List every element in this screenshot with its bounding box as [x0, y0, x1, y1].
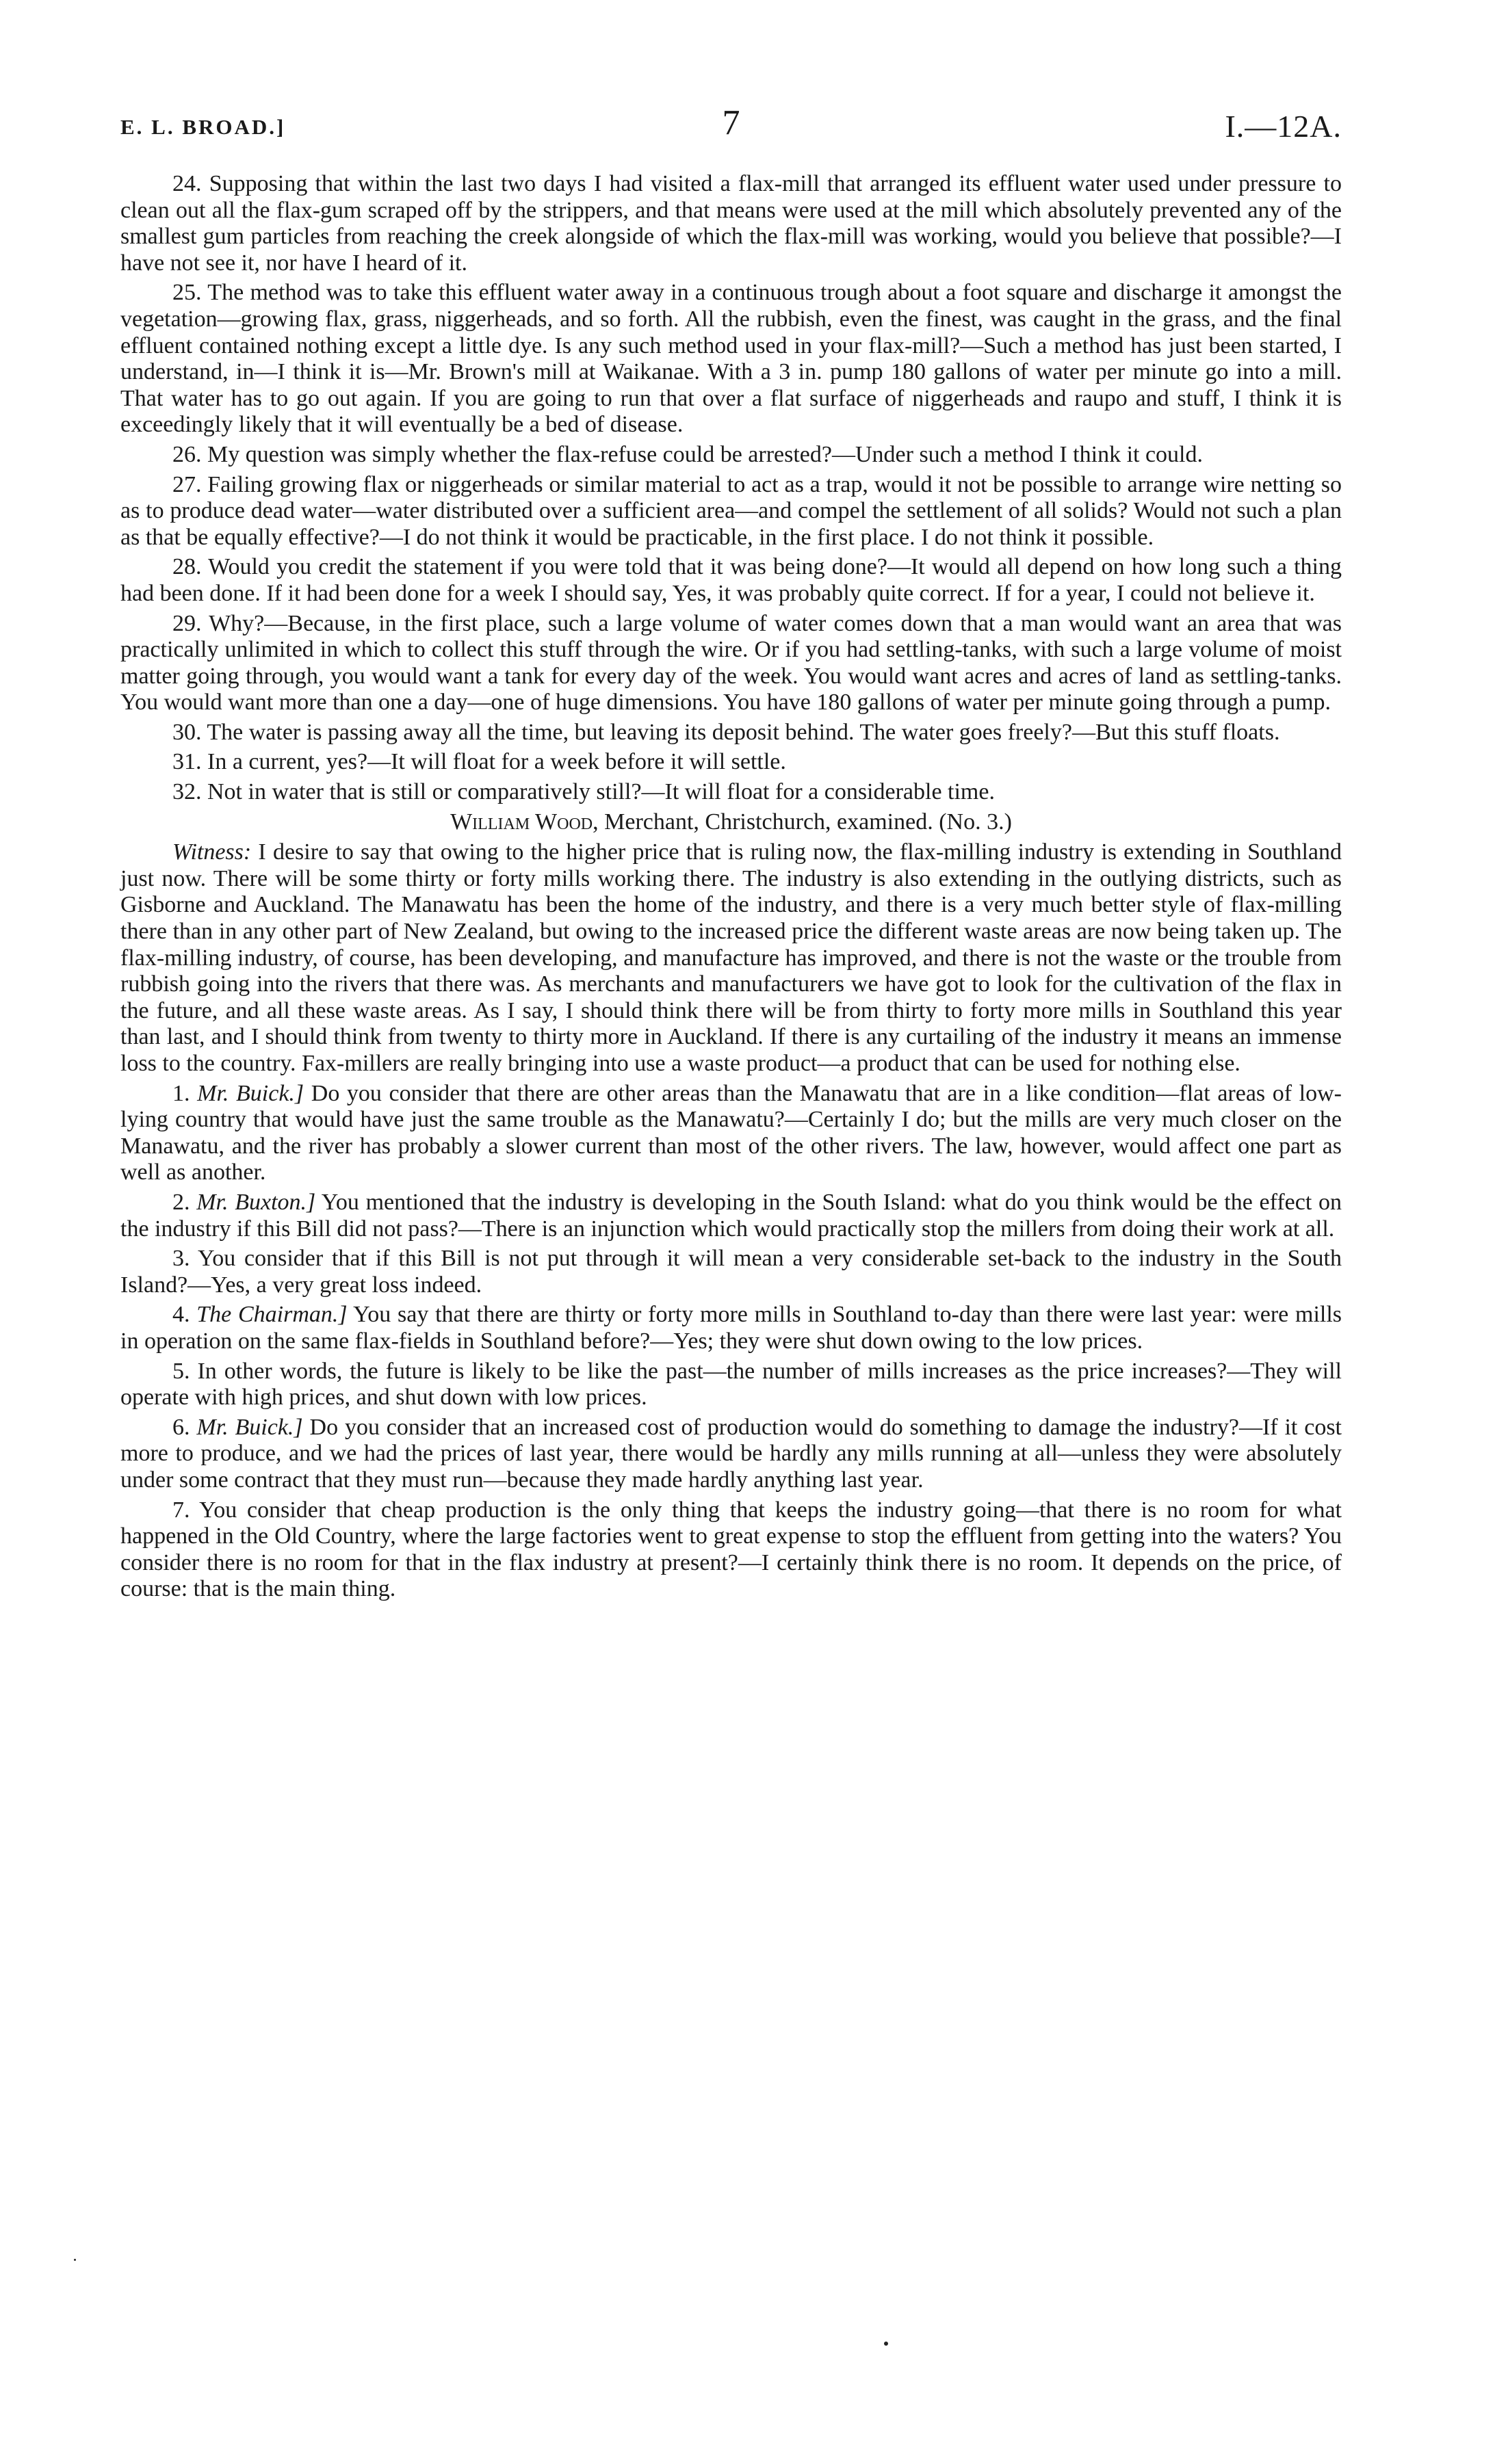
- question-number: 5.: [172, 1358, 190, 1384]
- question-paragraph: [120, 472, 1342, 551]
- speaker-label: Mr. Buick.]: [196, 1414, 303, 1440]
- question-paragraph: [120, 1246, 1342, 1298]
- question-text: Supposing that within the last two days I had visited a flax-mill that arranged its effluent water used under pressure to clean out all the flax-gum scraped off by the strippers, and that means were used at the mill which absolutely prevented any of the smallest gum particles from reaching the creek alongside of which the flax-mill was working, would you believe that possible?—I have not see it, nor have I heard of it.: [120, 171, 1342, 276]
- question-text: Not in water that is still or comparatively still?—It will float for a considerable time.: [207, 779, 995, 805]
- question-text: Do you consider that there are other areas than the Manawatu that are in a like condition—flat areas of low-lying country that would have just the same trouble as the Manawatu?—Certainly I do; but the mills are very much closer on the Manawatu, and the river has probably a slower current than most of the other rivers. The law, however, would affect one part as well as another.: [120, 1080, 1342, 1185]
- witness-description: , Merchant, Christchurch, examined. (No. 3.): [593, 809, 1012, 835]
- question-paragraph: [120, 1302, 1342, 1354]
- question-number: 1.: [172, 1080, 190, 1106]
- question-text: You mentioned that the industry is developing in the South Island: what do you think would be the effect on the industry if this Bill did not pass?—There is an injunction which would practically stop the millers from doing their work at all.: [120, 1189, 1342, 1242]
- print-speck: [74, 2259, 76, 2261]
- question-paragraph: [120, 554, 1342, 607]
- speaker-label: Mr. Buxton.]: [196, 1189, 316, 1215]
- paper-reference: I.—12A.: [1225, 109, 1342, 144]
- question-number: 30.: [172, 719, 202, 745]
- print-speck: [884, 2342, 888, 2346]
- question-number: 6.: [172, 1414, 190, 1440]
- question-text: Would you credit the statement if you were told that it was being done?—It would all depend on how long such a thing had been done. If it had been done for a week I should say, Yes, it was probably quite correct. If for a year, I could not believe it.: [120, 554, 1342, 606]
- question-number: 28.: [172, 554, 202, 580]
- page-number: 7: [722, 103, 740, 142]
- question-paragraph: [120, 442, 1342, 469]
- header-witness-name: E. L. BROAD.]: [120, 115, 286, 139]
- speaker-label: The Chairman.]: [196, 1302, 348, 1328]
- question-text: In a current, yes?—It will float for a week before it will settle.: [207, 749, 786, 775]
- question-number: 7.: [172, 1497, 190, 1523]
- witness-statement: [120, 839, 1342, 1077]
- question-text: In other words, the future is likely to be like the past—the number of mills increases as the price increases?—They will operate with high prices, and shut down with low prices.: [120, 1358, 1342, 1411]
- question-text: You consider that if this Bill is not put through it will mean a very considerable set-back to the industry in the South Island?—Yes, a very great loss indeed.: [120, 1246, 1342, 1298]
- question-number: 31.: [172, 749, 202, 775]
- question-paragraph: [120, 779, 1342, 806]
- question-number: 25.: [172, 280, 202, 306]
- question-text: Failing growing flax or niggerheads or similar material to act as a trap, would it not be possible to arrange wire netting so as to produce dead water—water distributed over a sufficient area—and compel the settlement of all solids? Would not such a plan as that be equally effective?—I do not think it would be practicable, in the first place. I do not think it possible.: [120, 471, 1342, 550]
- question-paragraph: [120, 1190, 1342, 1242]
- question-paragraph: [120, 280, 1342, 438]
- question-paragraph: [120, 1497, 1342, 1603]
- question-number: 2.: [172, 1189, 190, 1215]
- question-text: Do you consider that an increased cost of production would do something to damage the industry?—If it cost more to produce, and we had the prices of last year, there would be hardly any mills running at all—unless they were absolutely under some contract that they must run—because they made hardly anything last year.: [120, 1414, 1342, 1493]
- question-number: 27.: [172, 471, 202, 497]
- document-body: [120, 171, 1342, 1603]
- question-paragraph: [120, 1081, 1342, 1186]
- question-paragraph: [120, 171, 1342, 276]
- witness-statement-text: I desire to say that owing to the higher price that is ruling now, the flax-milling industry is extending in Southland just now. There will be some thirty or forty mills working there. The industry is also extending in the outlying districts, such as Gisborne and Auckland. The Manawatu has been the home of the industry, and there is a very much better style of flax-milling there than in any other part of New Zealand, but owing to the increased price the different waste areas are now being taken up. The flax-milling industry, of course, has been developing, and manufacture has improved, and there is not the waste or the trouble from rubbish going into the rivers that there was. As merchants and manufacturers we have got to look for the cultivation of the flax in the future, and all these waste areas. As I say, I should think there will be from thirty to forty more mills in Southland this year than last, and I should think from twenty to thirty more in Auckland. If there is any curtailing of the industry it means an immense loss to the country. Fax-millers are really bringing into use a waste product—a product that can be used for nothing else.: [120, 839, 1342, 1076]
- page-header: [120, 103, 1342, 150]
- question-number: 32.: [172, 779, 202, 805]
- witness-heading: [120, 809, 1342, 836]
- question-text: Why?—Because, in the first place, such a large volume of water comes down that a man would want an area that was practically unlimited in which to collect this stuff through the wire. Or if you had settling-tanks, with such a large volume of moist matter going through, you would want a tank for every day of the week. You would want acres and acres of land as settling-tanks. You would want more than one a day—one of huge dimensions. You have 180 gallons of water per minute going through a pump.: [120, 610, 1342, 716]
- witness-name: William Wood: [450, 809, 593, 835]
- question-number: 24.: [172, 171, 202, 196]
- question-paragraph: [120, 611, 1342, 716]
- question-text: The method was to take this effluent water away in a continuous trough about a foot square and discharge it amongst the vegetation—growing flax, grass, niggerheads, and so forth. All the rubbish, even the finest, was caught in the grass, and the final effluent contained nothing except a little dye. Is any such method used in your flax-mill?—Such a method has just been started, I understand, in—I think it is—Mr. Brown's mill at Waikanae. With a 3 in. pump 180 gallons of water per minute go into a mill. That water has to go out again. If you are going to run that over a flat surface of niggerheads and raupo and stuff, I think it is exceedingly likely that it will eventually be a bed of disease.: [120, 280, 1342, 438]
- witness-label: Witness:: [172, 839, 252, 865]
- question-text: My question was simply whether the flax-refuse could be arrested?—Under such a method I think it could.: [207, 441, 1203, 467]
- question-number: 4.: [172, 1302, 190, 1328]
- question-number: 26.: [172, 441, 202, 467]
- speaker-label: Mr. Buick.]: [197, 1080, 304, 1106]
- question-paragraph: [120, 720, 1342, 746]
- question-paragraph: [120, 749, 1342, 776]
- question-text: You say that there are thirty or forty more mills in Southland to-day than there were last year: were mills in operation on the same flax-fields in Southland before?—Yes; they were shut down owing to the low prices.: [120, 1302, 1342, 1354]
- question-text: You consider that cheap production is the only thing that keeps the industry going—that there is no room for what happened in the Old Country, where the large factories went to great expense to stop the effluent from getting into the waters? You consider there is no room for that in the flax industry at present?—I certainly think there is no room. It depends on the price, of course: that is the main thing.: [120, 1497, 1342, 1602]
- question-paragraph: [120, 1359, 1342, 1411]
- question-paragraph: [120, 1415, 1342, 1494]
- question-number: 29.: [172, 610, 202, 636]
- document-page: [120, 103, 1342, 1606]
- question-text: The water is passing away all the time, but leaving its deposit behind. The water goes freely?—But this stuff floats.: [207, 719, 1280, 745]
- question-number: 3.: [172, 1246, 190, 1272]
